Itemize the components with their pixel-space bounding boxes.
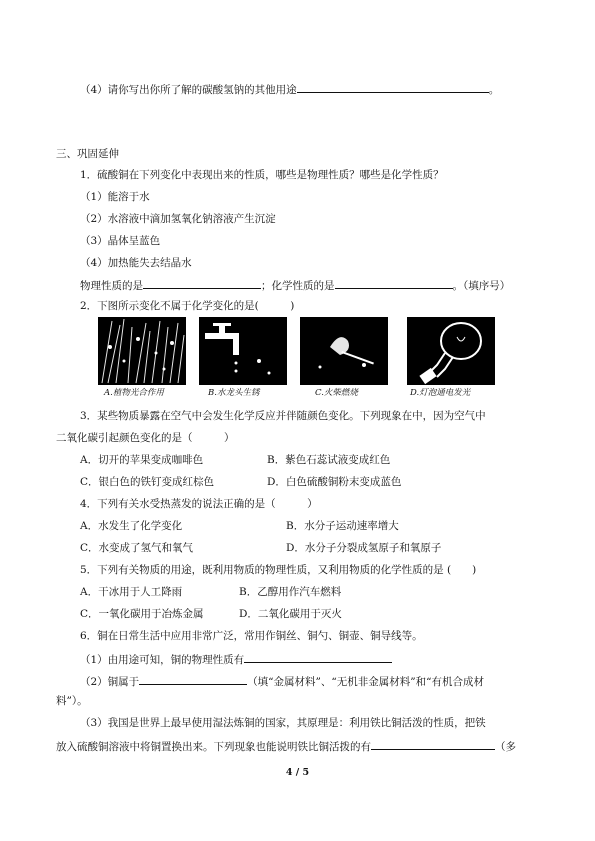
q6-part-1-blank[interactable] [244,651,392,663]
q1-chem-label: ；化学性质的是 [261,280,335,292]
q6-part-2-text-a: （2）铜属于 [80,676,140,688]
q4-option-c[interactable]: C．水变成了氢气和氧气 [80,542,194,554]
caption-d: D.灯泡通电发光 [410,388,471,398]
q2-stem: 2．下图所示变化不属于化学变化的是( ) [80,300,295,312]
answer-blank[interactable] [297,81,489,93]
caption-b: B.水龙头生锈 [208,388,260,398]
q6-part-1-text: （1）由用途可知，铜的物理性质有 [80,654,245,666]
q1-item-3: （3）晶体呈蓝色 [80,235,161,247]
q6-part-3-line-2 [56,738,516,754]
q6-part-2-text-b: （填“金属材料”、“无机非金属材料”和“有机合成材 [247,676,485,688]
q6-part-3-line-1: （3）我国是世界上最早使用湿法炼铜的国家，其原理是：利用铁比铜活泼的性质，把铁 [80,717,486,729]
q1-item-1: （1）能溶于水 [80,191,150,203]
page-number: 4 / 5 [285,767,310,778]
q4-stem: 4．下列有关水受热蒸发的说法正确的是（ ） [80,498,318,510]
leaves-image [98,317,186,385]
match-image [300,317,388,385]
q5-option-a[interactable]: A．干冰用于人工降雨 [80,586,183,598]
q3-option-a[interactable]: A．切开的苹果变成咖啡色 [80,454,204,466]
q3-stem-2: 二氧化碳引起颜色变化的是（ ） [56,432,235,444]
q3-option-c[interactable]: C．银白色的铁钉变成红棕色 [80,476,215,488]
q1-item-2: （2）水溶液中滴加氢氧化钠溶液产生沉淀 [80,213,276,225]
q5-stem: 5．下列有关物质的用途，既利用物质的物理性质，又利用物质的化学性质的是 ( ) [80,564,477,576]
q1-tail: 。（填序号） [452,280,511,292]
bulb-image [407,317,495,385]
q1-phys-blank[interactable] [143,277,261,289]
q6-stem: 6．铜在日常生活中应用非常广泛，常用作铜丝、铜勺、铜壶、铜导线等。 [80,630,423,642]
q1-chem-blank[interactable] [335,277,453,289]
q6-part-2 [80,673,484,689]
q3-option-d[interactable]: D．白色硫酸铜粉末变成蓝色 [267,476,402,488]
q6-part-3-tail: （多 [495,741,516,753]
section-title: 三、巩固延伸 [56,148,119,160]
q6-part-2-cont: 料”）。 [56,695,88,707]
q5-option-d[interactable]: D．二氧化碳用于灭火 [239,608,342,620]
photo-plant-photosynthesis [98,317,186,385]
q3-stem-1: 3．某些物质暴露在空气中会发生化学反应并伴随颜色变化。下列现象在中，因为空气中 [80,410,486,422]
photo-match-burning [300,317,388,385]
prev-question-4-end: 。 [488,84,500,96]
prev-question-4 [80,81,499,97]
caption-a: A.植物光合作用 [104,388,164,398]
q1-stem: 1．硫酸铜在下列变化中表现出来的性质，哪些是物理性质？哪些是化学性质？ [80,169,444,181]
photo-faucet-rust [199,317,287,385]
q6-part-3-blank[interactable] [371,738,495,750]
q6-part-1 [80,651,392,667]
q5-option-b[interactable]: B．乙醇用作汽车燃料 [239,586,342,598]
q1-phys-label: 物理性质的是 [80,280,143,292]
photo-light-bulb [407,317,495,385]
prev-question-4-text: （4）请你写出你所了解的碳酸氢钠的其他用途 [80,84,297,96]
faucet-image [199,317,287,385]
q5-option-c[interactable]: C．一氧化碳用于冶炼金属 [80,608,204,620]
caption-c: C.火柴燃烧 [315,388,358,398]
q1-answer-line [80,277,510,293]
q6-part-3-text: 放入硫酸铜溶液中将铜置换出来。下列现象也能说明铁比铜活拨的有 [56,741,371,753]
q3-option-b[interactable]: B．紫色石蕊试液变成红色 [267,454,391,466]
q4-option-a[interactable]: A．水发生了化学变化 [80,520,183,532]
q4-option-b[interactable]: B．水分子运动速率增大 [286,520,399,532]
q4-option-d[interactable]: D．水分子分裂成氢原子和氧原子 [286,542,442,554]
q6-part-2-blank[interactable] [139,673,247,685]
q1-item-4: （4）加热能失去结晶水 [80,257,192,269]
